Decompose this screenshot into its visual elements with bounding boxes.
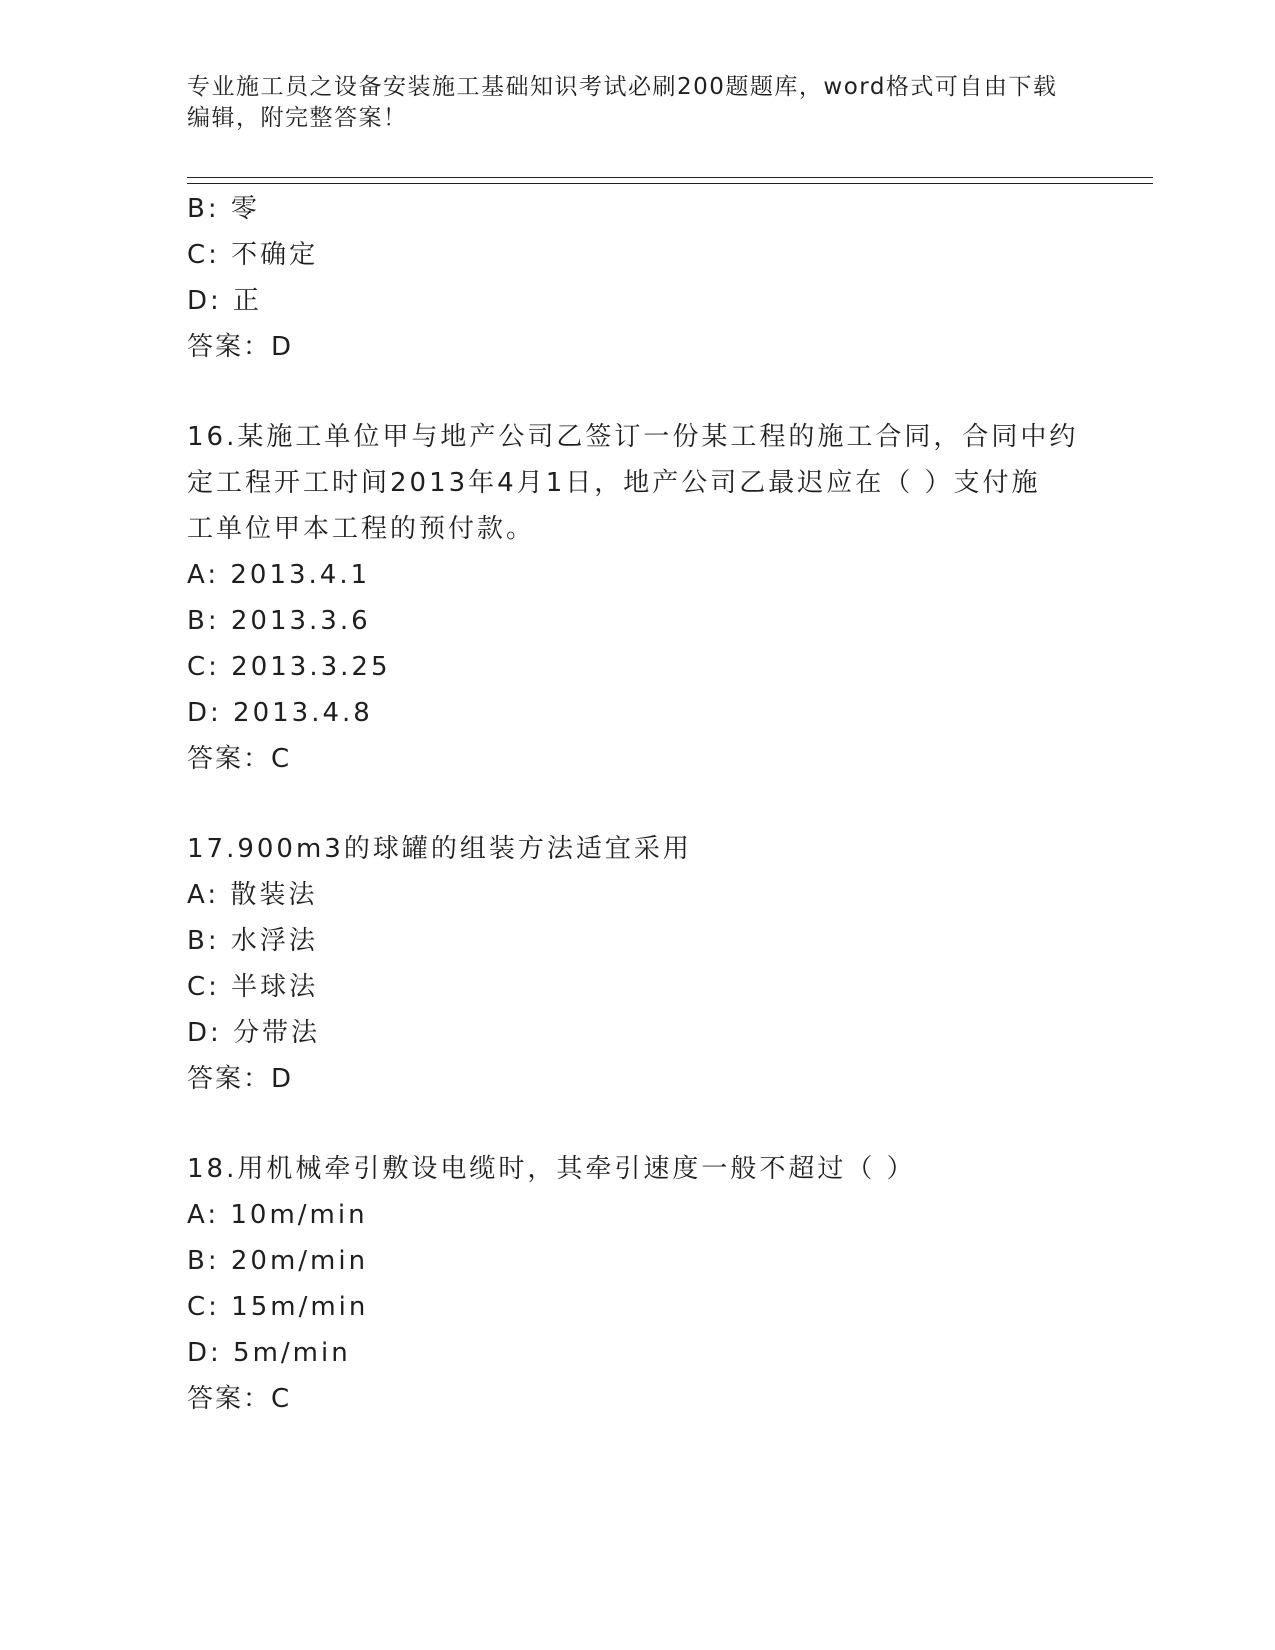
option-d: D: 分带法 <box>187 1018 321 1048</box>
answer-line: 答案：C <box>187 744 292 774</box>
option-a: A: 10m/min <box>187 1200 368 1230</box>
option-a: A: 散装法 <box>187 880 318 910</box>
header-divider-bottom <box>187 183 1153 184</box>
spacer <box>187 1102 1087 1146</box>
option-b: B: 水浮法 <box>187 926 318 956</box>
header-divider-top <box>187 177 1153 178</box>
option-b: B: 20m/min <box>187 1246 369 1276</box>
question-16 <box>187 414 1087 782</box>
answer-line: 答案：C <box>187 1384 292 1414</box>
question-stem-line: 18.用机械牵引敷设电缆时，其牵引速度一般不超过（ ） <box>187 1154 916 1184</box>
question-stem-line: 17.900m3的球罐的组装方法适宜采用 <box>187 834 692 864</box>
spacer <box>187 370 1087 414</box>
header-title-line-2: 编辑，附完整答案！ <box>187 105 408 131</box>
option-d: D: 2013.4.8 <box>187 698 373 728</box>
page-header <box>187 72 1087 134</box>
option-c: C: 2013.3.25 <box>187 652 391 682</box>
option-c: C: 不确定 <box>187 240 319 270</box>
option-b: B: 2013.3.6 <box>187 606 371 636</box>
option-d: D: 正 <box>187 286 263 316</box>
question-list <box>187 186 1087 1422</box>
question-17 <box>187 826 1087 1102</box>
answer-line: 答案：D <box>187 332 294 362</box>
question-stem-line: 工单位甲本工程的预付款。 <box>187 514 536 544</box>
option-b: B: 零 <box>187 194 260 224</box>
spacer <box>187 782 1087 826</box>
carryover-question <box>187 186 1087 370</box>
answer-line: 答案：D <box>187 1064 294 1094</box>
header-title-line-1: 专业施工员之设备安装施工基础知识考试必刷200题题库，word格式可自由下载 <box>187 74 1058 100</box>
option-c: C: 半球法 <box>187 972 319 1002</box>
option-c: C: 15m/min <box>187 1292 369 1322</box>
question-18 <box>187 1146 1087 1422</box>
option-d: D: 5m/min <box>187 1338 351 1368</box>
question-stem-line: 16.某施工单位甲与地产公司乙签订一份某工程的施工合同，合同中约 <box>187 422 1079 452</box>
option-a: A: 2013.4.1 <box>187 560 371 590</box>
question-stem-line: 定工程开工时间2013年4月1日，地产公司乙最迟应在（ ）支付施 <box>187 468 1041 498</box>
